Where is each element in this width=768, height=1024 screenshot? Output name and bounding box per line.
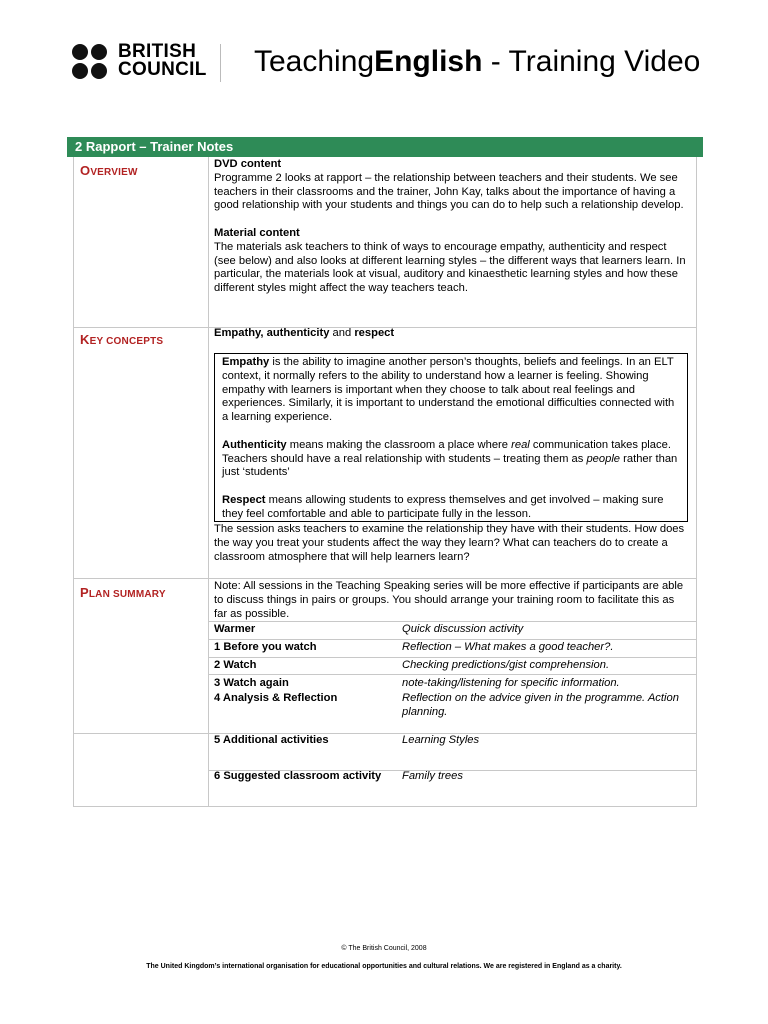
empathy-definition: Empathy is the ability to imagine another person’s thoughts, beliefs and feelings. In an ELT context, it normally refers to the ability to understand how a learner is feeling. Showing empathy with learners is important when they choose to talk about real feelings and experiences. Similarly, it is important to understand the emotional difficulties connected with a learning experience.	[222, 356, 675, 424]
british-council-logo	[72, 42, 222, 82]
dvd-content-heading: DVD content	[214, 158, 282, 170]
plan-summary-label: PLAN SUMMARY	[80, 585, 166, 600]
respect-definition: Respect means allowing students to express themselves and get involved – making sure they feel comfortable and able to participate fully in the lesson.	[222, 493, 664, 520]
session-description: The session asks teachers to examine the relationship they have with their students. How does the way you treat your students affect the way they learn? What can teachers do to create a classroom atmosphere that will help learners learn?	[214, 523, 685, 563]
logo-dots-icon	[72, 44, 110, 82]
logo-wordmark: BRITISH COUNCIL	[118, 41, 207, 80]
page-title: TeachingEnglish - Training Video	[254, 45, 701, 78]
footer-tagline: The United Kingdom’s international organisation for educational opportunities and cultural relations. We are registered in England as a charity.	[146, 963, 622, 970]
material-content-text: The materials ask teachers to think of ways to encourage empathy, authenticity and respect (see below) and also looks at different learning styles – the different ways that learners learn. In particular, the materials look at visual, auditory and kinaesthetic learning styles and how these different styles might affect the way teachers teach.	[214, 240, 686, 295]
overview-content	[214, 158, 690, 296]
overview-label: OVERVIEW	[80, 163, 138, 178]
logo-divider	[220, 44, 221, 82]
dvd-content-text: Programme 2 looks at rapport – the relationship between teachers and their students. We see teachers in their classrooms and the trainer, John Kay, talks about the importance of having a good relationship with your students and things you can do to help such a relationship develop.	[214, 171, 684, 212]
page-header	[72, 40, 722, 84]
plan-note: Note: All sessions in the Teaching Speaking series will be more effective if participants are able to discuss things in pairs or groups. You should arrange your training room to facilitate this as far as possible.	[214, 580, 684, 620]
footer-copyright: © The British Council, 2008	[341, 945, 427, 952]
material-content-heading: Material content	[214, 226, 300, 239]
key-concepts-label: KEY CONCEPTS	[80, 332, 164, 347]
section-title-bar: 2 Rapport – Trainer Notes	[67, 137, 703, 157]
key-concepts-heading: Empathy, authenticity and respect	[214, 327, 395, 339]
key-concepts-box	[214, 353, 688, 522]
authenticity-definition: Authenticity means making the classroom a place where real communication takes place. Teachers should have a real relationship with students – treating them as people rather than just ‘students’	[222, 438, 678, 479]
